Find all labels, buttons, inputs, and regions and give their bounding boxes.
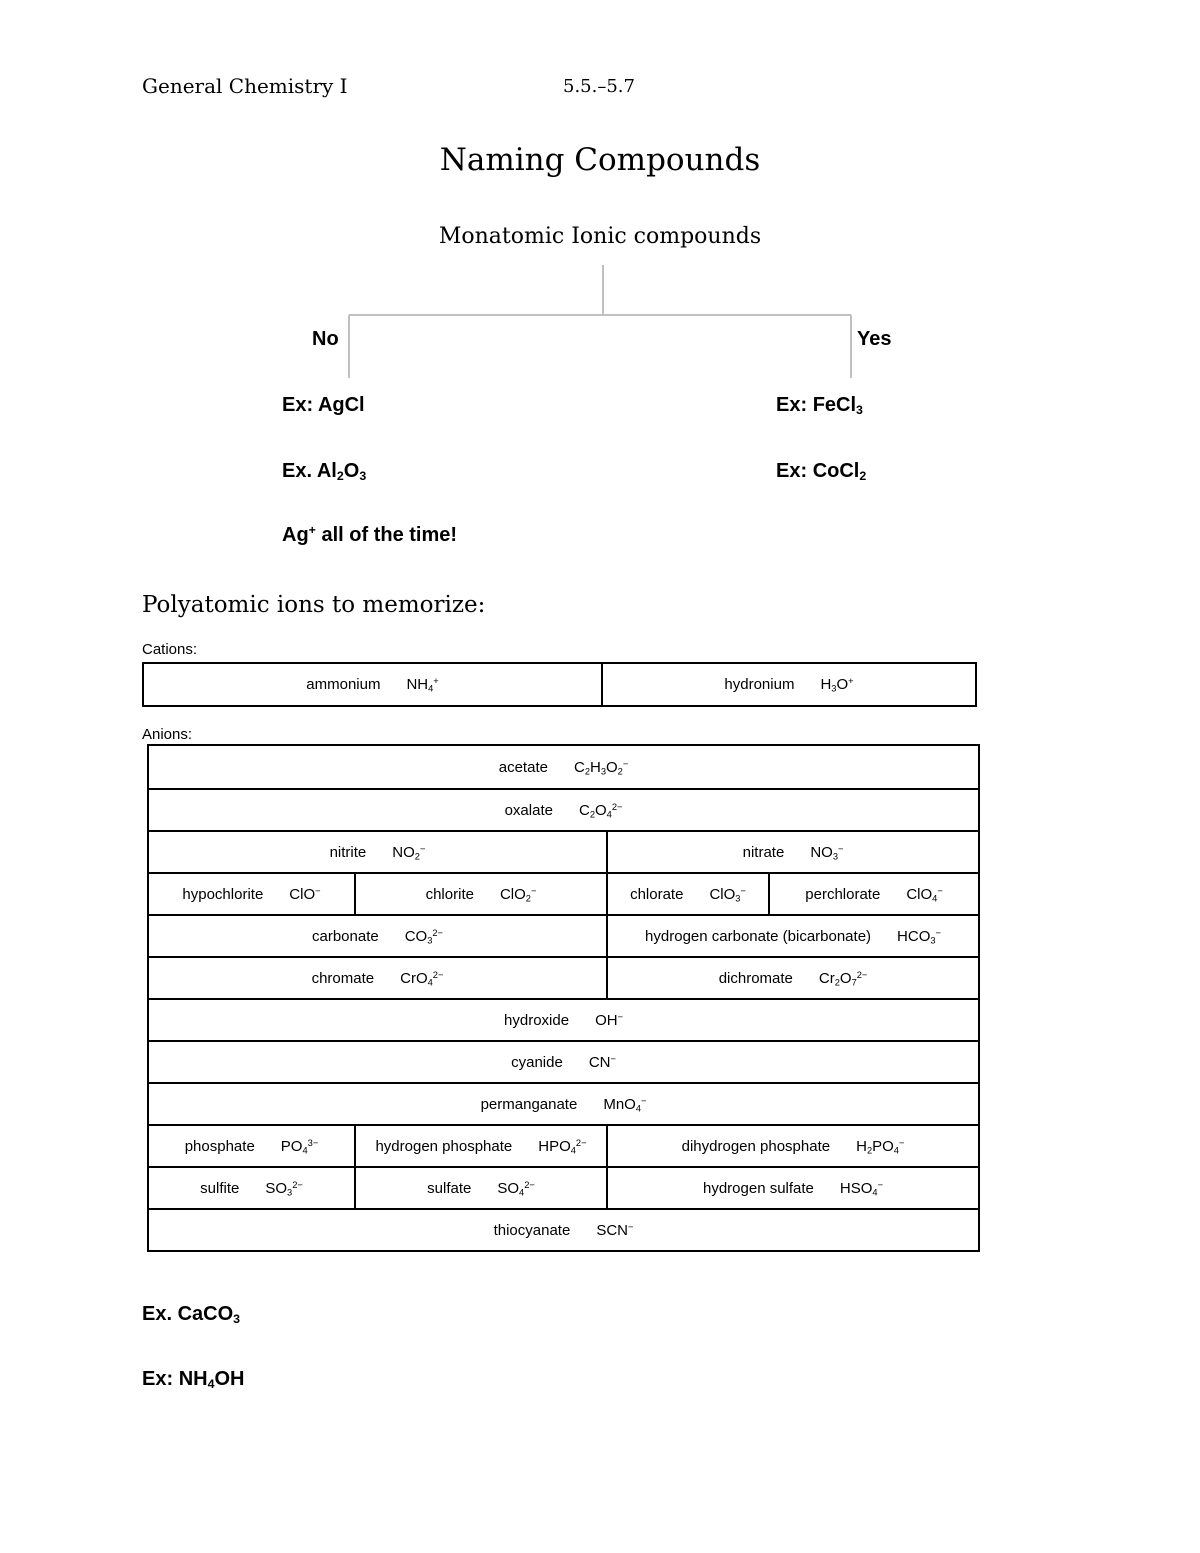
example-fecl3: Ex: FeCl$_3$	[776, 394, 863, 418]
example-agcl: Ex: AgCl	[282, 394, 365, 416]
table-row	[148, 1209, 979, 1251]
ion-cell-chlorate: chlorate ClO$_3$−	[607, 873, 769, 915]
table-row	[148, 873, 979, 915]
silver-note: Ag+ all of the time!	[282, 523, 458, 546]
ion-cell-ammonium: ammonium $NH_4^+$	[143, 663, 602, 706]
ion-cell-chromate: chromate CrO$_4^{2-}$	[148, 957, 607, 999]
example-nh4oh: Ex: $NH_4OH$	[142, 1368, 245, 1392]
table-row	[148, 999, 979, 1041]
example-caco3: Ex. CaCO$_3$	[142, 1303, 241, 1327]
ion-cell-oxalate: oxalate $C_2O_4^{2-}$	[148, 789, 979, 831]
example-cocl2: Ex: CoCl$_2$	[776, 460, 867, 484]
ion-cell-acetate: acetate $C_2H_3O_2^-$	[148, 745, 979, 789]
table-row	[148, 957, 979, 999]
ion-cell-sulfate: sulfate $SO_4^{2-}$	[355, 1167, 607, 1209]
table-row	[148, 915, 979, 957]
branch-label-yes: Yes	[857, 328, 892, 350]
section-number: 5.5.–5.7	[563, 76, 635, 97]
ion-cell-bicarbonate: hydrogen carbonate (bicarbonate) $HCO_3^-$	[607, 915, 979, 957]
ion-cell-nitrite: nitrite $NO_2^-$	[148, 831, 607, 873]
ion-cell-thiocyanate: thiocyanate SCN−	[148, 1209, 979, 1251]
example-al2o3: Ex. $Al_2O_3$	[282, 460, 367, 484]
ion-cell-carbonate: carbonate $CO_3^{2-}$	[148, 915, 607, 957]
table-row	[148, 831, 979, 873]
anions-label: Anions:	[142, 726, 193, 743]
table-row	[143, 663, 976, 706]
ion-cell-sulfite: sulfite $SO_3^{2-}$	[148, 1167, 355, 1209]
anions-table	[147, 744, 980, 1252]
table-row	[148, 1167, 979, 1209]
tree-connector	[0, 0, 1200, 400]
tree-root-label: Monatomic Ionic compounds	[438, 224, 762, 249]
branch-label-no: No	[312, 328, 339, 350]
ion-cell-nitrate: nitrate $NO_3^-$	[607, 831, 979, 873]
table-row	[148, 1125, 979, 1167]
table-row	[148, 745, 979, 789]
ion-cell-hydroxide: hydroxide OH−	[148, 999, 979, 1041]
ion-cell-chlorite: chlorite ClO$_2$−	[355, 873, 607, 915]
polyatomic-heading: Polyatomic ions to memorize:	[142, 592, 486, 618]
ion-cell-phosphate: phosphate $PO_4^{3-}$	[148, 1125, 355, 1167]
ion-cell-hypochlorite: hypochlorite ClO−	[148, 873, 355, 915]
ion-cell-perchlorate: perchlorate ClO$_4$−	[769, 873, 979, 915]
ion-cell-dichromate: dichromate $Cr_2O_7^{2-}$	[607, 957, 979, 999]
ion-cell-hydronium: hydronium $H_3O^+$	[602, 663, 976, 706]
table-row	[148, 789, 979, 831]
ion-cell-hydrogen-sulfate: hydrogen sulfate $HSO_4^-$	[607, 1167, 979, 1209]
page-title: Naming Compounds	[439, 142, 761, 178]
table-row	[148, 1041, 979, 1083]
cations-table	[142, 662, 977, 707]
ion-cell-cyanide: cyanide CN−	[148, 1041, 979, 1083]
table-row	[148, 1083, 979, 1125]
course-title: General Chemistry I	[142, 74, 348, 98]
ion-cell-permanganate: permanganate MnO$_4$−	[148, 1083, 979, 1125]
cations-label: Cations:	[142, 641, 198, 658]
ion-cell-dihydrogen-phosphate: dihydrogen phosphate $H_2PO_4^-$	[607, 1125, 979, 1167]
ion-cell-hydrogen-phosphate: hydrogen phosphate $HPO_4^{2-}$	[355, 1125, 607, 1167]
